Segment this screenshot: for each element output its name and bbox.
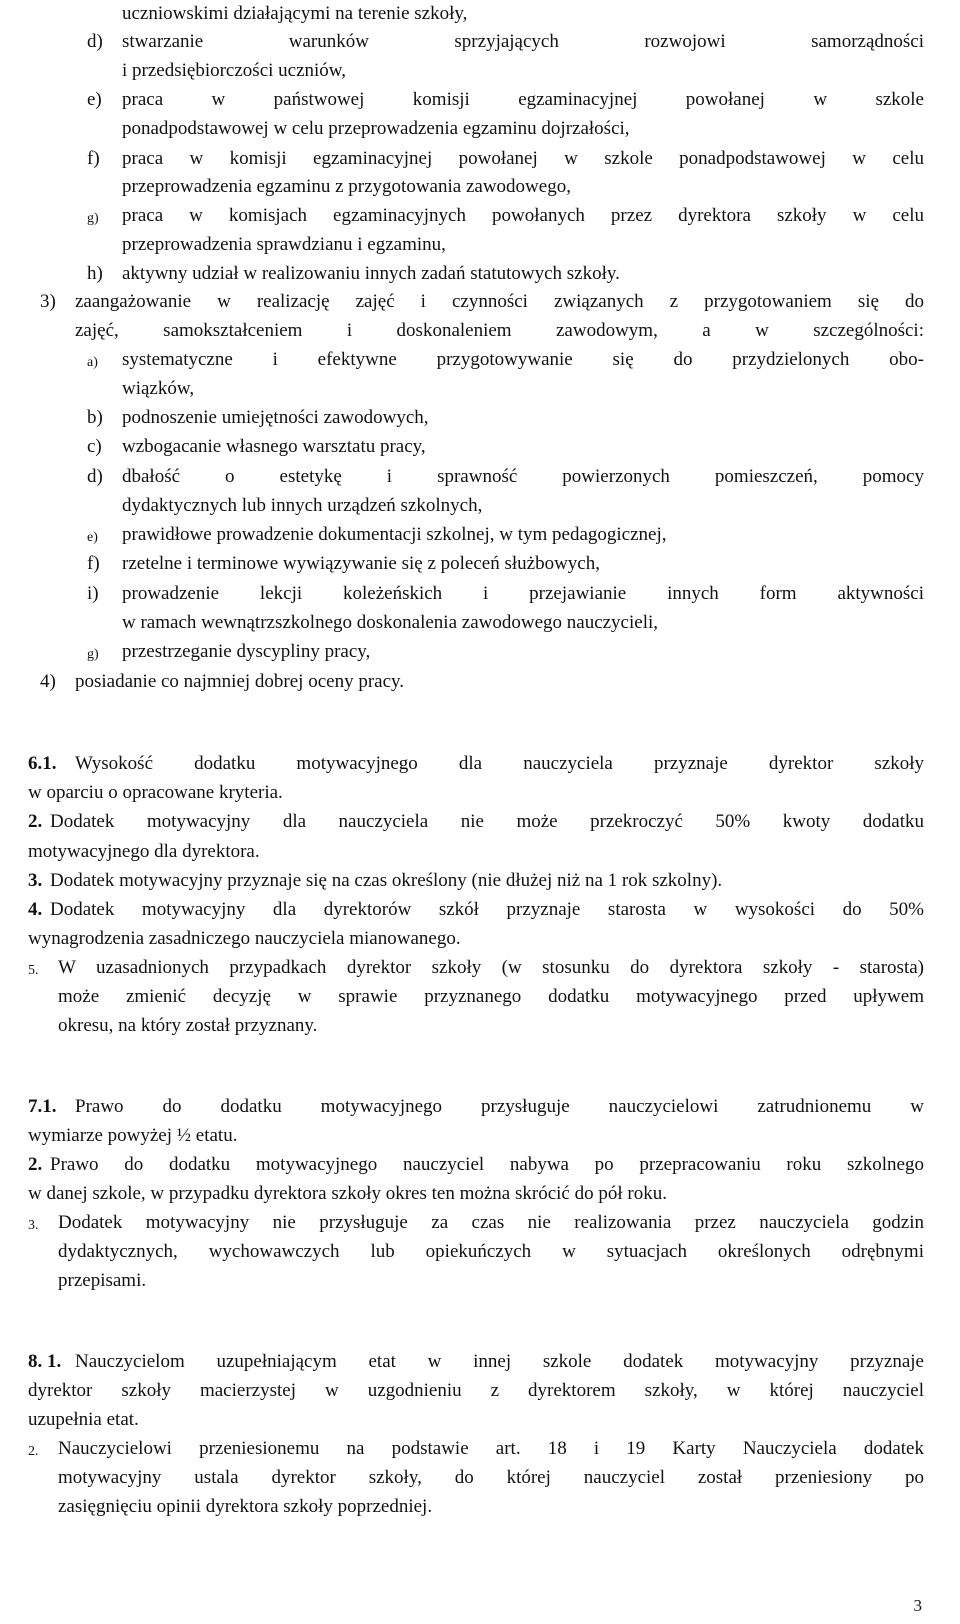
line-text: uzupełnia etat. bbox=[28, 1409, 139, 1430]
line-text: dbałość o estetykę i sprawność powierzonych pomieszczeń, pomocy bbox=[122, 466, 924, 487]
line-text: prowadzenie lekcji koleżeńskich i przejawianie innych form aktywności bbox=[122, 583, 924, 604]
line-text: praca w komisji egzaminacyjnej powołanej w szkole ponadpodstawowej w celu bbox=[122, 148, 924, 169]
line-text: systematyczne i efektywne przygotowywanie się do przydzielonych obo- bbox=[122, 349, 924, 370]
line-text: wynagrodzenia zasadniczego nauczyciela mianowanego. bbox=[28, 928, 461, 949]
list-marker: 4. bbox=[28, 899, 43, 920]
line-text: okresu, na który został przyznany. bbox=[58, 1015, 318, 1036]
line-text: W uzasadnionych przypadkach dyrektor szkoły (w stosunku do dyrektora szkoły - starosta) bbox=[58, 957, 924, 978]
list-marker: g) bbox=[87, 647, 99, 662]
line-text: praca w państwowej komisji egzaminacyjnej powołanej w szkole bbox=[122, 89, 924, 110]
line-text: podnoszenie umiejętności zawodowych, bbox=[122, 407, 429, 428]
list-marker: e) bbox=[87, 89, 102, 110]
list-marker: 2. bbox=[28, 1444, 39, 1459]
list-marker: 7.1. bbox=[28, 1096, 57, 1117]
line-text: i przedsiębiorczości uczniów, bbox=[122, 60, 347, 81]
list-marker: 6.1. bbox=[28, 753, 57, 774]
line-text: przeprowadzenia egzaminu z przygotowania zawodowego, bbox=[122, 176, 571, 197]
list-marker: g) bbox=[87, 211, 99, 226]
line-text: Prawo do dodatku motywacyjnego przysługuje nauczycielowi zatrudnionemu w bbox=[75, 1096, 924, 1117]
line-text: może zmienić decyzję w sprawie przyznanego dodatku motywacyjnego przed upływem bbox=[58, 986, 924, 1007]
line-text: motywacyjny ustala dyrektor szkoły, do której nauczyciel został przeniesiony po bbox=[58, 1467, 924, 1488]
list-marker: f) bbox=[87, 148, 100, 169]
line-text: wzbogacanie własnego warsztatu pracy, bbox=[122, 436, 426, 457]
line-text: przepisami. bbox=[58, 1270, 147, 1291]
line-text: uczniowskimi działającymi na terenie szkoły, bbox=[122, 3, 468, 24]
line-text: dyrektor szkoły macierzystej w uzgodnieniu z dyrektorem szkoły, w której nauczyciel bbox=[28, 1380, 924, 1401]
line-text: Dodatek motywacyjny dla dyrektorów szkół przyznaje starosta w wysokości do 50% bbox=[50, 899, 924, 920]
list-marker: 8. 1. bbox=[28, 1351, 62, 1372]
line-text: aktywny udział w realizowaniu innych zadań statutowych szkoły. bbox=[122, 263, 620, 284]
line-text: stwarzanie warunków sprzyjających rozwojowi samorządności bbox=[122, 31, 924, 52]
line-text: Nauczycielowi przeniesionemu na podstawie art. 18 i 19 Karty Nauczyciela dodatek bbox=[58, 1438, 924, 1459]
list-marker: 3) bbox=[40, 291, 56, 312]
list-marker: c) bbox=[87, 436, 102, 457]
line-text: dydaktycznych lub innych urządzeń szkolnych, bbox=[122, 495, 483, 516]
line-text: Dodatek motywacyjny dla nauczyciela nie może przekroczyć 50% kwoty dodatku bbox=[50, 811, 924, 832]
list-marker: a) bbox=[87, 355, 98, 370]
line-text: wiązków, bbox=[122, 378, 195, 399]
line-text: Dodatek motywacyjny przyznaje się na czas określony (nie dłużej niż na 1 rok szkolny). bbox=[50, 870, 723, 891]
list-marker: 3. bbox=[28, 1218, 39, 1233]
list-marker: 5. bbox=[28, 963, 39, 978]
line-text: rzetelne i terminowe wywiązywanie się z poleceń służbowych, bbox=[122, 553, 600, 574]
line-text: zasięgnięciu opinii dyrektora szkoły poprzedniej. bbox=[58, 1496, 433, 1517]
line-text: Wysokość dodatku motywacyjnego dla nauczyciela przyznaje dyrektor szkoły bbox=[75, 753, 924, 774]
line-text: Nauczycielom uzupełniającym etat w innej szkole dodatek motywacyjny przyznaje bbox=[75, 1351, 924, 1372]
line-text: przestrzeganie dyscypliny pracy, bbox=[122, 641, 371, 662]
list-marker: 4) bbox=[40, 671, 56, 692]
line-text: Dodatek motywacyjny nie przysługuje za czas nie realizowania przez nauczyciela godzin bbox=[58, 1212, 924, 1233]
list-marker: i) bbox=[87, 583, 99, 604]
list-marker: d) bbox=[87, 466, 103, 487]
line-text: posiadanie co najmniej dobrej oceny pracy. bbox=[75, 671, 405, 692]
list-marker: 2. bbox=[28, 811, 43, 832]
line-text: w danej szkole, w przypadku dyrektora szkoły okres ten można skrócić do pół roku. bbox=[28, 1183, 667, 1204]
line-text: w oparciu o opracowane kryteria. bbox=[28, 782, 283, 803]
line-text: Prawo do dodatku motywacyjnego nauczyciel nabywa po przepracowaniu roku szkolnego bbox=[50, 1154, 924, 1175]
line-text: motywacyjnego dla dyrektora. bbox=[28, 841, 260, 862]
page-number: 3 bbox=[913, 1596, 922, 1615]
list-marker: b) bbox=[87, 407, 103, 428]
list-marker: h) bbox=[87, 263, 103, 284]
list-marker: 2. bbox=[28, 1154, 43, 1175]
line-text: zajęć, samokształceniem i doskonaleniem zawodowym, a w szczególności: bbox=[75, 320, 924, 341]
line-text: wymiarze powyżej ½ etatu. bbox=[28, 1125, 238, 1146]
line-text: praca w komisjach egzaminacyjnych powołanych przez dyrektora szkoły w celu bbox=[122, 205, 924, 226]
list-marker: f) bbox=[87, 553, 100, 574]
line-text: prawidłowe prowadzenie dokumentacji szkolnej, w tym pedagogicznej, bbox=[122, 524, 667, 545]
line-text: ponadpodstawowej w celu przeprowadzenia egzaminu dojrzałości, bbox=[122, 118, 630, 139]
list-marker: d) bbox=[87, 31, 103, 52]
list-marker: 3. bbox=[28, 870, 43, 891]
line-text: w ramach wewnątrzszkolnego doskonalenia zawodowego nauczycieli, bbox=[122, 612, 659, 633]
line-text: przeprowadzenia sprawdzianu i egzaminu, bbox=[122, 234, 446, 255]
line-text: dydaktycznych, wychowawczych lub opiekuńczych w sytuacjach określonych odrębnymi bbox=[58, 1241, 924, 1262]
line-text: zaangażowanie w realizację zajęć i czynności związanych z przygotowaniem się do bbox=[75, 291, 924, 312]
list-marker: e) bbox=[87, 530, 98, 545]
